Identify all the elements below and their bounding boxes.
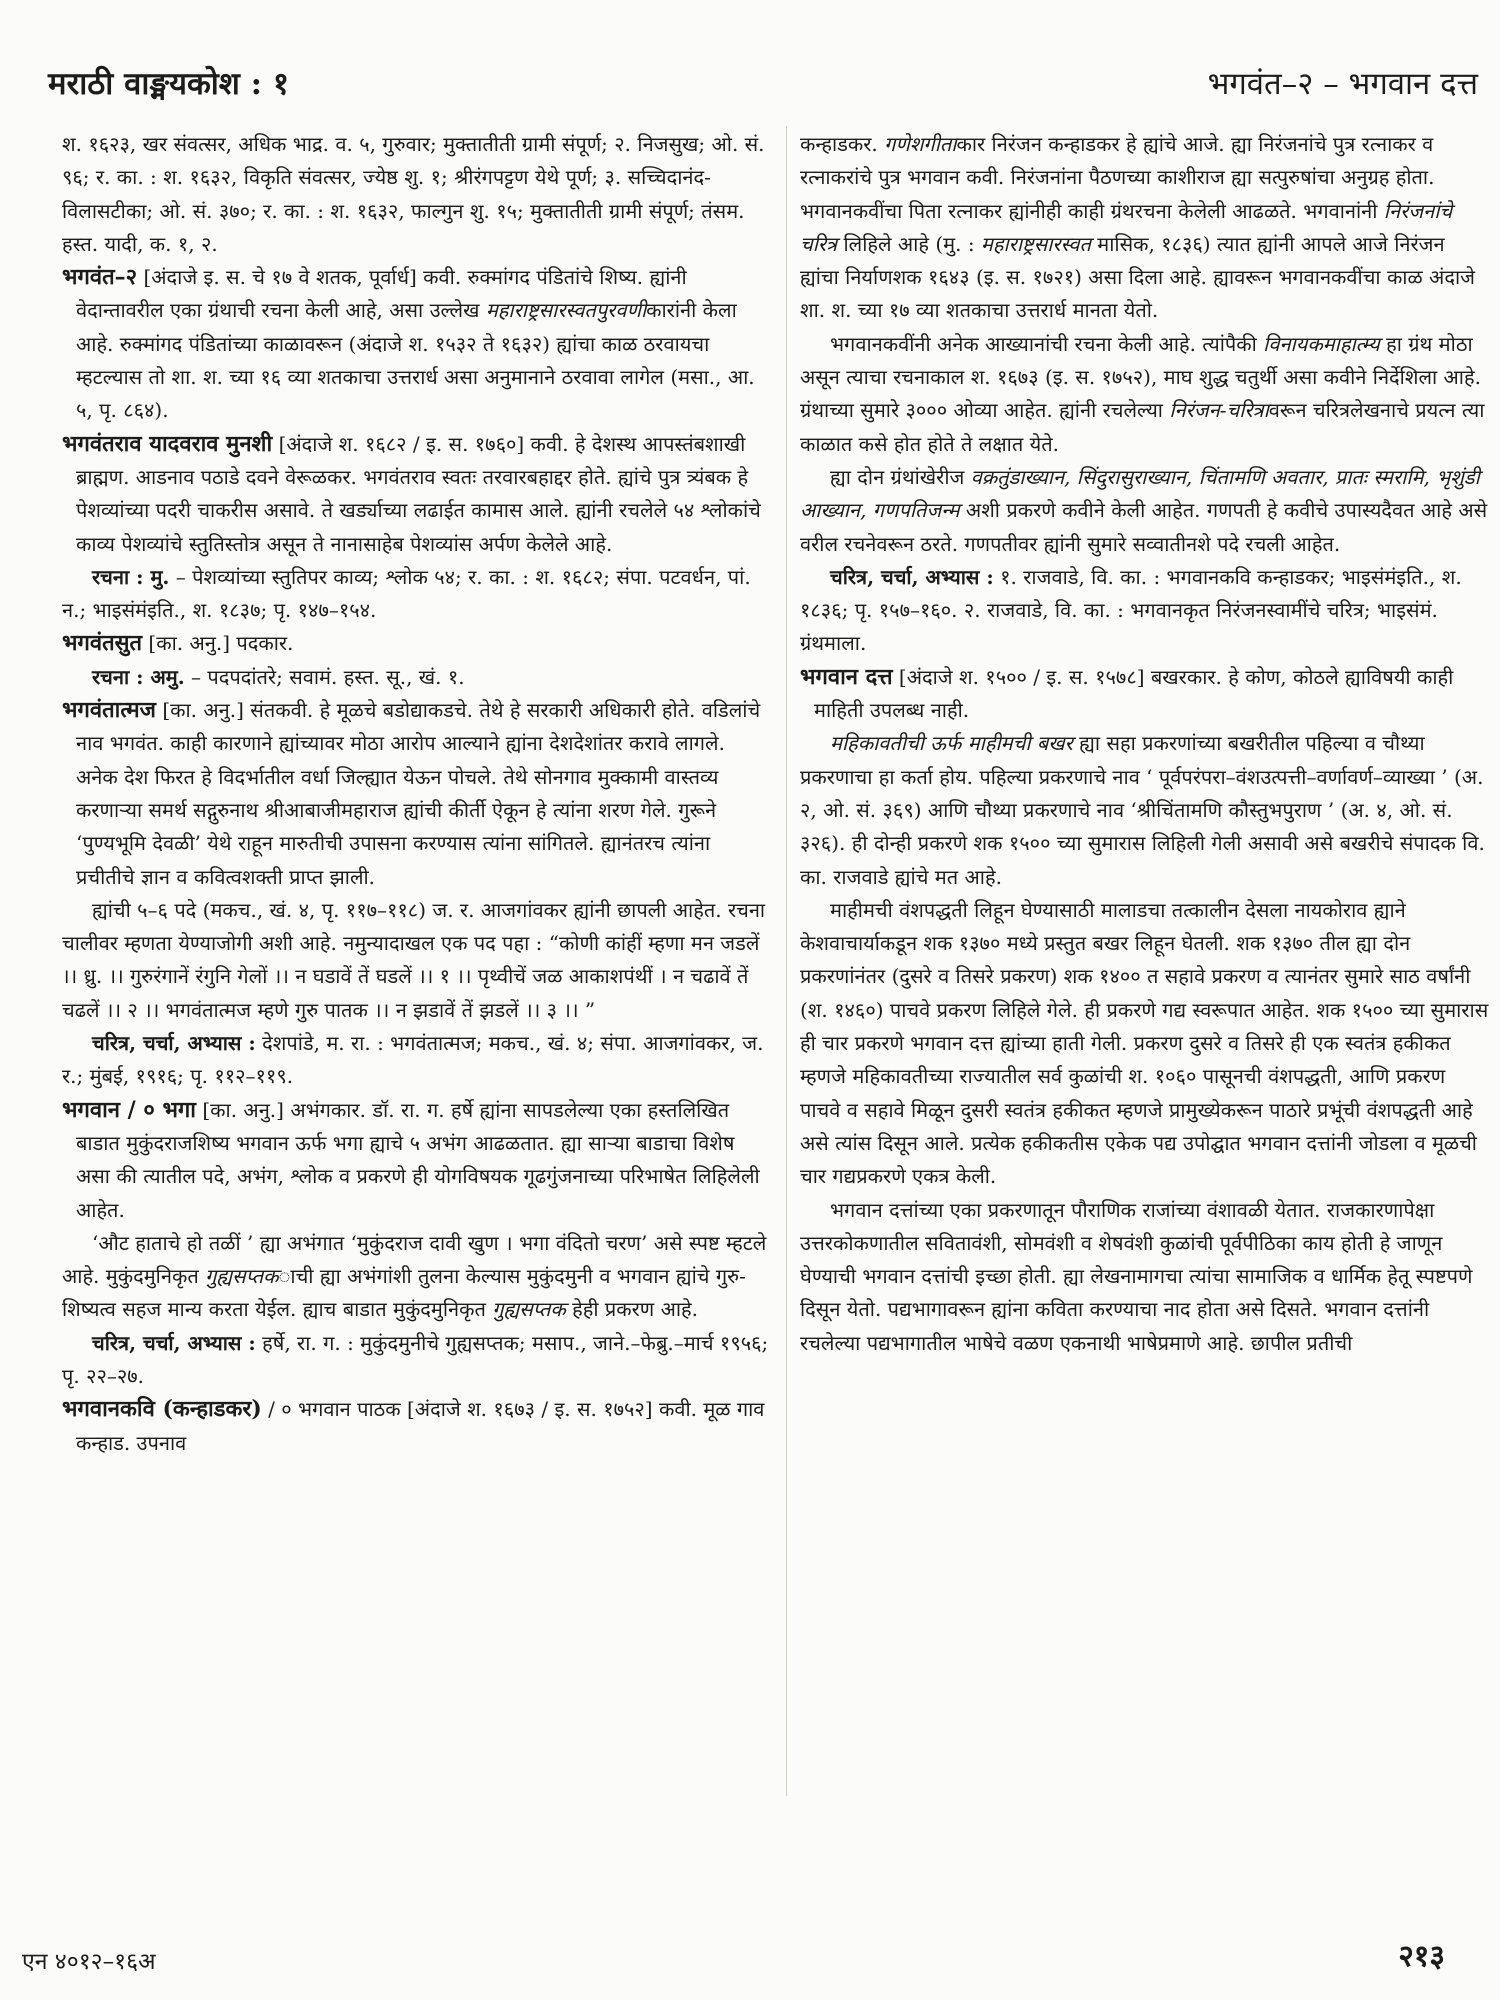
- entry-text: हेही प्रकरण आहे.: [565, 1297, 699, 1322]
- entry-references: [62, 1027, 773, 1094]
- headword: भगवान दत्त: [800, 663, 893, 690]
- headword: भगवंत–२: [62, 264, 138, 291]
- entry-paragraph: [800, 328, 1489, 461]
- entry-text: अशी प्रकरणे कवीने केली आहेत. गणपती हे कवीचे उपास्यदैवत आहे असे वरील रचनेवरून ठरते. गणपतीवर ह्यांनी सुमारे सव्वातीनशे पदे रचली आहेत.: [800, 498, 1488, 556]
- entry-paragraph: माहीमची वंशपद्धती लिहून घेण्यासाठी मालाडचा तत्कालीन देसला नायकोराव ह्याने केशवाचार्याकडून शक १३७० मध्ये प्रस्तुत बखर लिहून घेतली. शक १३७० तील ह्या दोन प्रकरणांनंतर (दुसरे व तिसरे प्रकरण) शक १४०० त सहावे प्रकरण व त्यानंतर सुमारे साठ वर्षांनी (श. १४६०) पाचवे प्रकरण लिहिले गेले. ही प्रकरणे गद्य स्वरूपात आहेत. शक १५०० च्या सुमारास ही चार प्रकरणे भगवान दत्त ह्यांच्या हाती गेली. प्रकरण दुसरे व तिसरे ही एक स्वतंत्र हकीकत म्हणजे महिकावतीच्या राज्यातील सर्व कुळांची श. १०६० पासूनची वंशपद्धती, आणि प्रकरण पाचवे व सहावे मिळून दुसरी स्वतंत्र हकीकत म्हणजे प्रामुख्येकरून पाठारे प्रभूंची वंशपद्धती आहे असे त्यांस दिसून आले. प्रत्येक हकीकतीस एकेक पद्य उपोद्घात भगवान दत्तांनी जोडला व मूळची चार गद्यप्रकरणे एकत्र केली.: [800, 897, 1489, 1189]
- entry-paragraph: ह्यांची ५–६ पदे (मकच., खं. ४, पृ. ११७–११८) ज. र. आजगांवकर ह्यांनी छापली आहेत. रचना चालीवर म्हणता येण्याजोगी अशी आहे. नमुन्यादाखल एक पद पहा : “कोणी कांहीं म्हणा मन जडलें ।। ध्रु. ।। गुरुरंगानें रंगुनि गेलों ।। न घडावें तें घडलें ।। १ ।। पृथ्वीचें जळ आकाशपंथीं । न चढावें तें चढलें ।। २ ।। भगवंतात्मज म्हणे गुरु पातक ।। न झडावें तें झडलें ।। ३ ।। ”: [62, 897, 766, 1022]
- left-column: [62, 128, 773, 1460]
- headword: भगवंतसुत: [62, 630, 143, 657]
- right-column: [800, 128, 1489, 1360]
- entry-paragraph: [62, 1227, 773, 1327]
- sub-text: – पेशव्यांच्या स्तुतिपर काव्य; श्लोक ५४; र. का. : श. १६८२; संपा. पटवर्धन, पां. न.; भाइसंमंइति., श. १८३७; पृ. १४७–१५४.: [62, 564, 751, 623]
- page-number: २१३: [1398, 1939, 1445, 1974]
- entry-text: ाची ह्या अभंगांशी तुलना केल्यास मुकुंदमुनी व भगवान ह्यांचे गुरु-शिष्यत्व सहज मान्य करता येईल. ह्याच बाडात मुकुंदमुनिकृत: [62, 1264, 746, 1322]
- entry-text: कार निरंजन कन्हाडकर हे ह्यांचे आजे. ह्या निरंजनांचे पुत्र रत्नाकर व रत्नाकरांचे पुत्र भगवान कवी. निरंजनांना पैठणच्या काशीराज ह्या सत्पुरुषांचा अनुग्रह होता. भगवानकवींचा पिता रत्नाकर ह्यांनीही काही ग्रंथरचना केलेली आढळते. भगवानांनी: [800, 132, 1435, 223]
- entry-text: [का. अनु.] पदकार.: [148, 631, 294, 656]
- sub-label: रचना : अमु.: [92, 664, 185, 689]
- entry-text: भगवानकवींनी अनेक आख्यानांची रचना केली आहे. त्यांपैकी: [830, 331, 1264, 356]
- entry-text: [का. अनु.] अभंगकार. डॉ. रा. ग. हर्षे ह्यांना सापडलेल्या एका हस्तलिखित बाडात मुकुंदराजशिष्य भगवान ऊर्फ भगा ह्याचे ५ अभंग आढळतात. ह्या साऱ्या बाडाचा विशेष असा की त्यातील पदे, अभंग, श्लोक व प्रकरणे ही योगविषयक गूढगुंजनाच्या परिभाषेत लिहिलेली आहेत.: [76, 1097, 760, 1222]
- entry-bhagwantsut: [62, 627, 773, 660]
- headword: भगवान / ० भगा: [62, 1096, 196, 1123]
- entry-text: कारांनी केला आहे. रुक्मांगद पंडितांच्या काळावरून (अंदाजे श. १५३२ ते १६३२) ह्यांचा काळ ठरवायचा म्हटल्यास तो शा. श. च्या १६ व्या शतकाचा उत्तरार्ध असा अनुमानाने ठरवावा लागेल (मसा., आ. ५, पृ. ८६४).: [76, 298, 755, 423]
- entry-italic: महाराष्ट्रसारस्वतपुरवणी: [485, 298, 647, 323]
- entry-text: कन्हाडकर.: [800, 132, 885, 156]
- entry-text: ‘औट हाताचे हो तळीं ’ ह्या अभंगात ‘मुकुंदराज दावी खुण । भगा वंदितो चरण’ असे स्पष्ट म्हटले आहे. मुकुंदमुनिकृत: [62, 1230, 767, 1289]
- entry-text: मासिक, १८३६) त्यात ह्यांनी आपले आजे निरंजन ह्यांचा निर्याणशक १६४३ (इ. स. १७२१) असा दिला आहे. ह्यावरून भगवानकवींचा काळ अंदाजे शा. श. च्या १७ व्या शतकाचा उत्तरार्ध मानता येतो.: [800, 231, 1475, 323]
- entry-italic: निरंजनांचे चरित्र: [800, 198, 1453, 256]
- sub-label: चरित्र, चर्चा, अभ्यास :: [830, 564, 994, 589]
- running-header-right: भगवंत–२ – भगवान दत्त: [1207, 66, 1478, 102]
- entry-bhagwantrao: [62, 428, 773, 561]
- entry-bhagwan-bhaga: [62, 1094, 773, 1227]
- entry-text: लिहिले आहे (मु. :: [837, 231, 981, 256]
- sub-text: हर्षे, रा. ग. : मुकुंदमुनीचे गुह्यसप्तक; मसाप., जाने.–फेब्रु.–मार्च १९५६; पृ. २२–२७.: [62, 1330, 769, 1388]
- entry-text: [अंदाजे श. १६८२ / इ. स. १७६०] कवी. हे देशस्थ आपस्तंबशाखी ब्राह्मण. आडनाव पठाडे दवने वेरूळकर. भगवंतराव स्वतः तरवारबहाद्दर होते. ह्यांचे पुत्र त्र्यंबक हे पेशव्यांच्या पदरी चाकरीस असावे. ते खर्ड्याच्या लढाईत कामास आले. ह्यांनी रचलेले ५४ श्लोकांचे काव्य पेशव्यांचे स्तुतिस्तोत्र असून ते नानासाहेब पेशव्यांस अर्पण केलेले आहे.: [76, 431, 761, 556]
- entry-bhagwant-2: [62, 261, 773, 427]
- entry-works: [62, 661, 773, 694]
- entry-italic: वक्रतुंडाख्यान, सिंदुरासुराख्यान, चिंतामणि अवतार, प्रातः स्मरामि, भृशुंडी आख्यान, गणपतिजन्म: [800, 464, 1480, 523]
- entry-text: [अंदाजे इ. स. चे १७ वे शतक, पूर्वार्ध] कवी. रुक्मांगद पंडितांचे शिष्य. ह्यांनी वेदान्तावरील एका ग्रंथाची रचना केली आहे, असा उल्लेख: [76, 265, 687, 323]
- headword: भगवंतराव यादवराव मुनशी: [62, 430, 273, 457]
- entry-text: ह्या दोन ग्रंथांखेरीज: [830, 464, 971, 489]
- entry-bhagwan-datta: [800, 661, 1489, 728]
- footer-print-code: एन ४०१२–१६अ: [22, 1949, 156, 1975]
- sub-label: रचना : मु.: [92, 564, 170, 589]
- sub-text: १. राजवाडे, वि. का. : भगवानकवि कन्हाडकर; भाइसंमंइति., श. १८३६; पृ. १५७–१६०. २. राजवाडे, वि. का. : भगवानकृत निरंजनस्वामींचे चरित्र; भाइसंमं. ग्रंथमाला.: [800, 564, 1462, 656]
- entry-text: [का. अनु.] संतकवी. हे मूळचे बडोद्याकडचे. तेथे हे सरकारी अधिकारी होते. वडिलांचे नाव भगवंत. काही कारणाने ह्यांच्यावर मोठा आरोप आल्याने ह्यांना देशदेशांतर करावे लागले. अनेक देश फिरत हे विदर्भातील वर्धा जिल्ह्यात येऊन पोचले. तेथे सोनगाव मुक्कामी वास्तव्य करणाऱ्या समर्थ सद्गुरुनाथ श्रीआबाजीमहाराज ह्यांची कीर्ती ऐकून हे त्यांना शरण गेले. गुरूने ‘पुण्यभूमि देवळी’ येथे राहून मारुतीची उपासना करण्यास त्यांना सांगितले. ह्यानंतरच त्यांना प्रचीतीचे ज्ञान व कवित्वशक्ती प्राप्त झाली.: [76, 698, 761, 889]
- entry-italic: महिकावतीची ऊर्फ माहीमची बखर: [830, 731, 1073, 756]
- entry-paragraph: [800, 727, 1489, 893]
- entry-paragraph: [800, 461, 1489, 561]
- entry-references: [800, 561, 1489, 661]
- headword: भगवंतात्मज: [62, 697, 156, 724]
- sub-label: चरित्र, चर्चा, अभ्यास :: [92, 1330, 256, 1355]
- entry-bhagwankavi: [62, 1393, 773, 1460]
- entry-bhagwantatmaj: [62, 694, 773, 894]
- continued-entry: श. १६२३, खर संवत्सर, अधिक भाद्र. व. ५, गुरुवार; मुक्तातीती ग्रामी संपूर्ण; २. निजसुख; ओ. सं. ९६; र. का. : श. १६३२, विकृति संवत्सर, ज्येष्ठ शु. १; श्रीरंगपट्टण येथे पूर्ण; ३. सच्चिदानंद-विलासटीका; ओ. सं. ३७०; र. का. : श. १६३२, फाल्गुन शु. १५; मुक्तातीती ग्रामी संपूर्ण; तंसम. हस्त. यादी, क. १, २.: [62, 132, 765, 256]
- entry-italic: विनायकमाहात्म्य: [1263, 331, 1380, 356]
- entry-text: वरून चरित्रलेखनाचे प्रयत्न त्या काळात कसे होत होते ते लक्षात येते.: [800, 398, 1485, 456]
- entry-italic: गुह्यसप्तक: [492, 1297, 566, 1322]
- entry-text: हा ग्रंथ मोठा असून त्याचा रचनाकाल श. १६७३ (इ. स. १७५२), माघ शुद्ध चतुर्थी असा कवीने निर्देशिला आहे. ग्रंथाच्या सुमारे ३००० ओव्या आहेत. ह्यांनी रचलेल्या: [800, 331, 1481, 423]
- entry-italic: महाराष्ट्रसारस्वत: [980, 231, 1091, 256]
- entry-paragraph: भगवान दत्तांच्या एका प्रकरणातून पौराणिक राजांच्या वंशावळी येतात. राजकारणापेक्षा उत्तरकोकणातील सवितावंशी, सोमवंशी व शेषवंशी कुळांची पूर्वपीठिका काय होती हे जाणून घेण्याची भगवान दत्तांची इच्छा होती. ह्या लेखनामागचा त्यांचा सामाजिक व धार्मिक हेतू स्पष्टपणे दिसून येतो. पद्यभागावरून ह्यांना कविता करण्याचा नाद होता असे दिसते. भगवान दत्तांनी रचलेल्या पद्यभागातील भाषेचे वळण एकनाथी भाषेप्रमाणे आहे. छापील प्रतीची: [800, 1197, 1473, 1355]
- entry-text: / ० भगवान पाठक [अंदाजे श. १६७३ / इ. स. १७५२] कवी. मूळ गाव कन्हाड. उपनाव: [76, 1397, 765, 1455]
- entry-italic: निरंजन-चरित्रा: [1169, 398, 1269, 423]
- sub-text: देशपांडे, म. रा. : भगवंतात्मज; मकच., खं. ४; संपा. आजगांवकर, ज. र.; मुंबई, १९१६; पृ. ११२–११९.: [62, 1031, 764, 1089]
- sub-label: चरित्र, चर्चा, अभ्यास :: [92, 1031, 256, 1056]
- continued-entry: [800, 128, 1489, 328]
- entry-text: [अंदाजे श. १५०० / इ. स. १५७८] बखरकार. हे कोण, कोठले ह्याविषयी काही माहिती उपलब्ध नाही.: [814, 664, 1454, 723]
- entry-works: [62, 561, 773, 628]
- sub-text: – पदपदांतरे; सवामं. हस्त. सू., खं. १.: [184, 664, 465, 689]
- column-rule: [786, 126, 787, 1796]
- entry-text: ह्या सहा प्रकरणांच्या बखरीतील पहिल्या व चौथ्या प्रकरणाचा हा कर्ता होय. पहिल्या प्रकरणाचे नाव ‘ पूर्वपरंपरा–वंशउत्पत्ती–वर्णावर्ण–व्याख्या ’ (अ. २, ओ. सं. ३६९) आणि चौथ्या प्रकरणाचे नाव ‘श्रीचिंतामणि कौस्तुभपुराण ’ (अ. ४, ओ. सं. ३२६). ही दोन्ही प्रकरणे शक १५०० च्या सुमारास लिहिली गेली असावी असे बखरीचे संपादक वि. का. राजवाडे ह्यांचे मत आहे.: [800, 731, 1485, 889]
- headword: भगवानकवि (कन्हाडकर): [62, 1396, 262, 1423]
- entry-references: [62, 1327, 773, 1394]
- running-header-left: मराठी वाङ्मयकोश : १: [48, 66, 290, 102]
- entry-italic: गणेशगीता: [884, 132, 957, 156]
- entry-italic: गुह्यसप्तक: [205, 1264, 279, 1289]
